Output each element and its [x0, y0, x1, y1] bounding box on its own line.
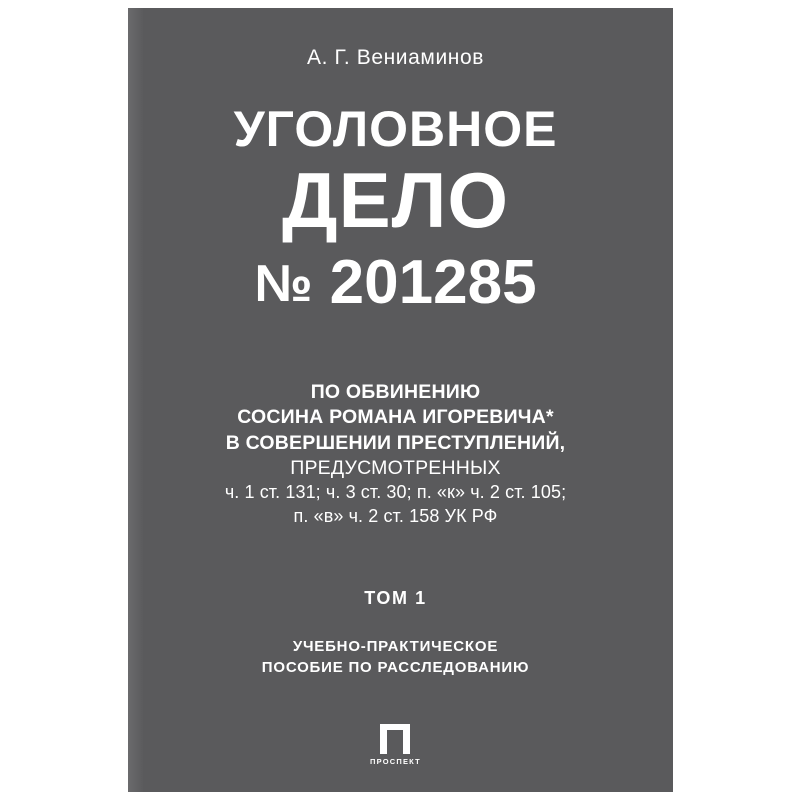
manual-line-1: УЧЕБНО-ПРАКТИЧЕСКОЕ: [292, 638, 499, 655]
publisher-mark: [370, 724, 421, 766]
title-line-2: ДЕЛО: [282, 156, 509, 244]
cover-content: [144, 8, 673, 792]
manual-description: [144, 636, 647, 678]
author-name: А. Г. Вениаминов: [306, 46, 485, 69]
subtitle-block: [144, 380, 647, 528]
book-cover: [128, 8, 673, 792]
prospekt-logo-icon: [374, 724, 416, 754]
book-title: [144, 101, 647, 317]
subtitle-line-2: СОСИНА РОМАНА ИГОРЕВИЧА*: [237, 406, 554, 429]
book-spine: [128, 8, 144, 792]
title-line-1: УГОЛОВНОЕ: [233, 101, 558, 157]
publisher-name: ПРОСПЕКТ: [370, 757, 421, 766]
subtitle-line-1: ПО ОБВИНЕНИЮ: [310, 381, 481, 403]
subtitle-line-4: ПРЕДУСМОТРЕННЫХ: [290, 457, 501, 480]
publisher-block: [144, 724, 647, 766]
manual-line-2: ПОСОБИЕ ПО РАССЛЕДОВАНИЮ: [261, 659, 530, 676]
number-symbol: №: [254, 254, 313, 313]
case-number: 201285: [329, 247, 537, 317]
volume-label: ТОМ 1: [364, 588, 427, 608]
subtitle-line-5: ч. 1 ст. 131; ч. 3 ст. 30; п. «к» ч. 2 ст. 105;: [224, 482, 567, 503]
title-case-number: [144, 247, 647, 317]
subtitle-line-6: п. «в» ч. 2 ст. 158 УК РФ: [293, 505, 498, 526]
subtitle-line-3: В СОВЕРШЕНИИ ПРЕСТУПЛЕНИЙ,: [225, 431, 566, 454]
